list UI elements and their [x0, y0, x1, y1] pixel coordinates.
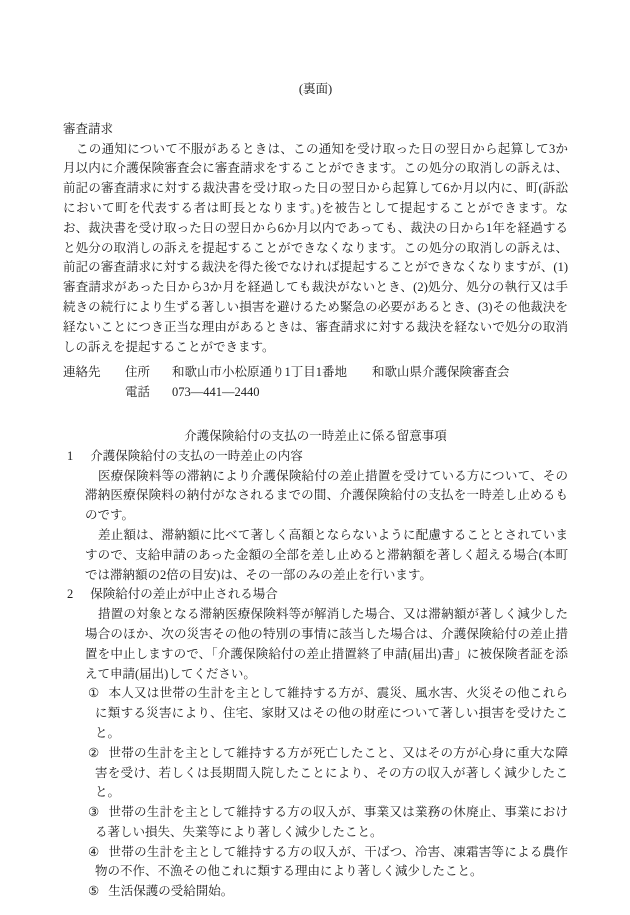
list-item-5-text: 生活保護の受給開始。	[108, 884, 234, 899]
contact-spacer	[63, 383, 125, 403]
list-item-2-text: 世帯の生計を主として維持する方が死亡したこと、又はその方が心身に重大な障害を受け、若しくは長期間入院したことにより、その方の収入が著しく減少したこと。	[95, 745, 568, 800]
appeal-body-text: この通知について不服があるときは、この通知を受け取った日の翌日から起算して3か月以内に介護保険審査会に審査請求をすることができます。この処分の取消しの訴えは、前記の審査請求に対する裁決書を受け取った日の翌日から起算して6か月以内に、町(訴訟において町を代表する者は町長となります。)を被告として提起することができます。なお、裁決書を受け取った日の翌日から6か月以内であっても、裁決の日から1年を経過すると処分の取消しの訴えを提起することができなくなります。この処分の取消しの訴えは、前記の審査請求に対する裁決を得た後でなければ提起することができなくなりますが、(1)審査請求があった日から3か月を経過しても裁決がないとき、(2)処分、処分の執行又は手続きの続行により生ずる著しい損害を避けるため緊急の必要があるとき、(3)その他裁決を経ないことにつき正当な理由があるときは、審査請求に対する裁決を経ないで処分の取消しの訴えを提起することができます。	[63, 141, 568, 354]
list-item-3-text: 世帯の生計を主として維持する方の収入が、事業又は業務の休廃止、事業における著しい損失、失業等により著しく減少したこと。	[95, 805, 568, 839]
list-item-3-number: ③	[88, 805, 100, 820]
section-2-number: 2	[67, 587, 74, 602]
list-item-5	[63, 882, 568, 902]
list-item-1-number: ①	[88, 686, 100, 701]
contact-phone-label: 電話	[125, 385, 151, 400]
contact-phone-value: 073―441―2440	[172, 385, 260, 400]
list-item-1	[63, 684, 568, 743]
contact-organization: 和歌山県介護保険審査会	[372, 365, 510, 380]
list-item-4	[63, 843, 568, 883]
list-item-4-number: ④	[88, 844, 100, 859]
list-item-1-text: 本人又は世帯の生計を主として維持する方が、震災、風水害、火災その他これらに類する災害により、住宅、家財又はその他の財産について著しい損害を受けたこと。	[95, 686, 568, 740]
contact-address-label: 住所	[125, 365, 151, 380]
contact-address-value: 和歌山市小松原通り1丁目1番地	[172, 365, 348, 380]
list-item-3	[63, 803, 568, 843]
list-item-4-text: 世帯の生計を主として維持する方の収入が、干ばつ、冷害、凍霜害等による農作物の不作、不漁その他これに類する理由により著しく減少したこと。	[95, 844, 568, 879]
contact-block	[63, 363, 568, 403]
section-1-paragraph-1: 医療保険料等の滞納により介護保険給付の差止措置を受けている方について、その滞納医療保険料の納付がなされるまでの間、介護保険給付の支払を一時差し止めるものです。	[85, 468, 568, 523]
list-item-2	[63, 744, 568, 803]
appeal-section-title: 審査請求	[63, 121, 114, 136]
section-1-paragraph-2: 差止額は、滞納額に比べて著しく高額とならないように配慮することとされていますので、支給申請のあった金額の全部を差し止めると滞納額を著しく超える場合(本町では滞納額の2倍の目安)は、その一部のみの差止を行います。	[85, 527, 568, 582]
section-2-paragraph-1: 措置の対象となる滞納医療保険料等が解消した場合、又は滞納額が著しく減少した場合のほか、次の災害その他の特別の事情に該当した場合は、介護保険給付の差止措置を中止しますので、「介護保険給付の差止措置終了申請(届出)書」に被保険者証を添えて申請(届出)してください。	[85, 607, 568, 681]
section-2-heading-text: 保険給付の差止が中止される場合	[90, 587, 278, 602]
list-item-2-number: ②	[88, 745, 100, 760]
contact-label: 連絡先	[63, 365, 101, 380]
notes-title: 介護保険給付の支払の一時差止に係る留意事項	[184, 428, 447, 443]
list-item-5-number: ⑤	[88, 884, 100, 899]
back-side-label: (裏面)	[298, 82, 333, 96]
section-1-number: 1	[67, 448, 74, 463]
section-1-heading	[63, 447, 568, 467]
section-2-heading	[63, 585, 568, 605]
contact-spacer	[372, 383, 568, 403]
section-1-heading-text: 介護保険給付の支払の一時差止の内容	[90, 448, 303, 463]
